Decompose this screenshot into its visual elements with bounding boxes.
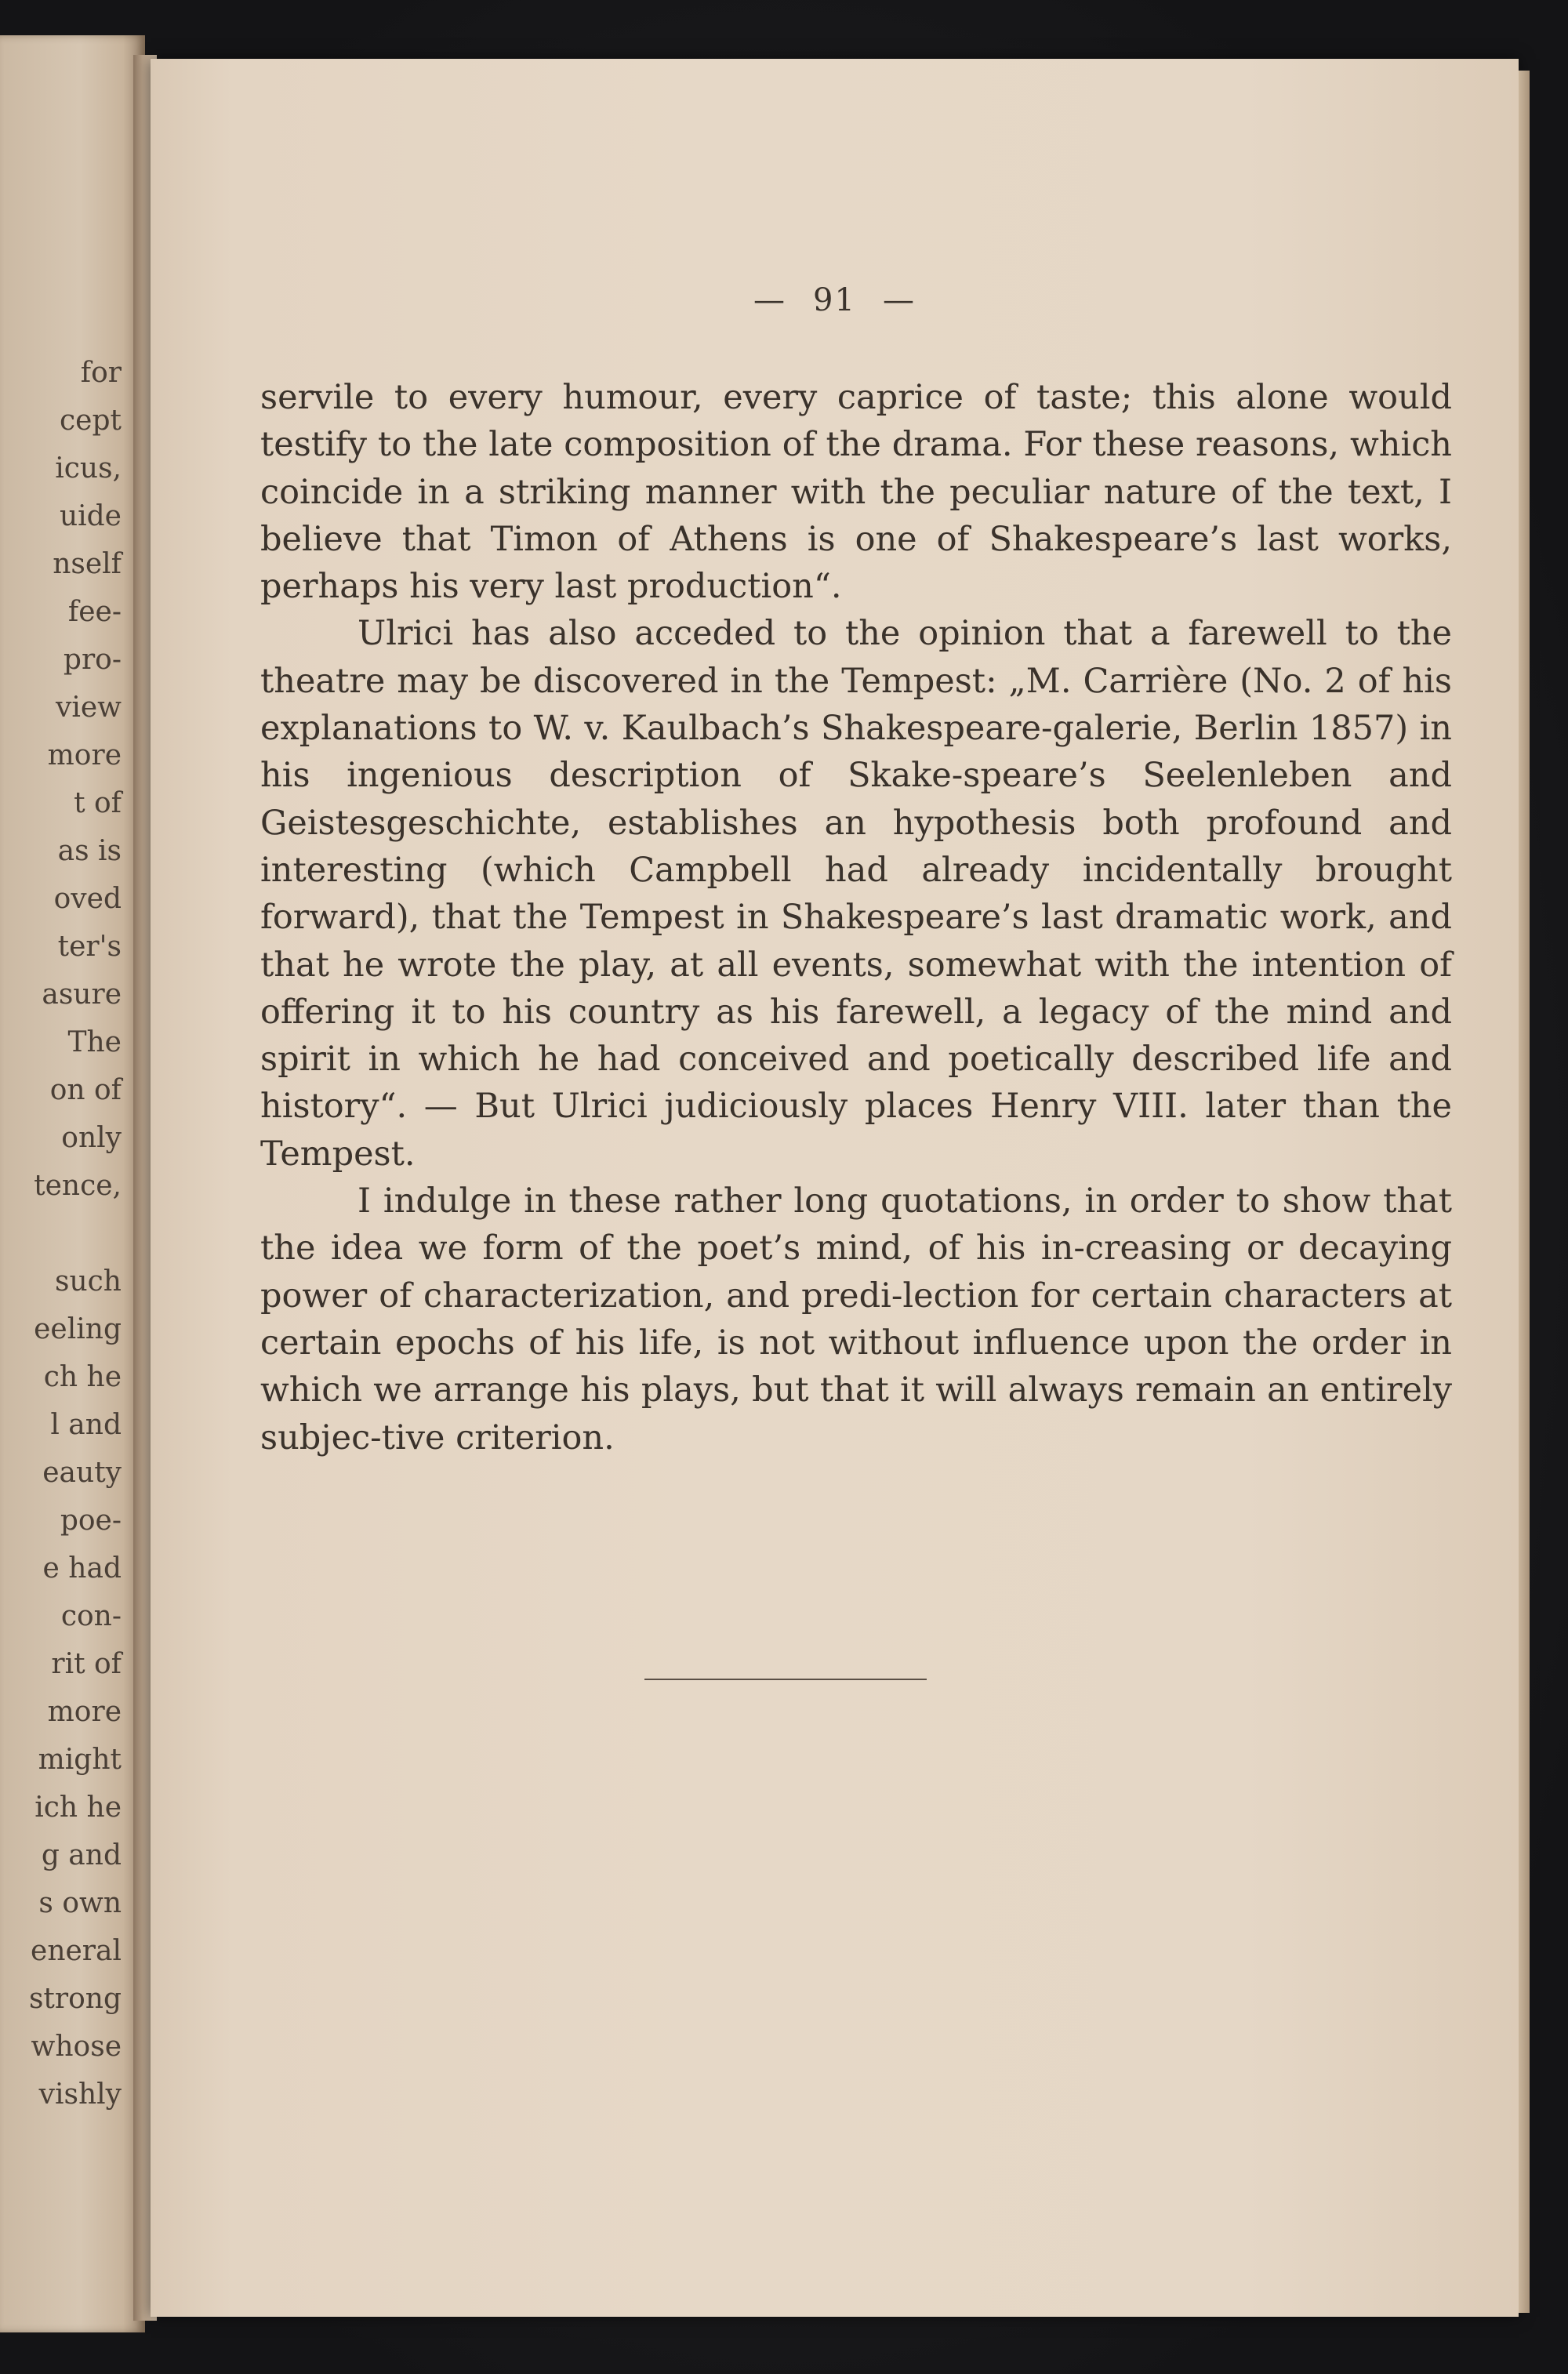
folio-dash-left: — bbox=[753, 282, 787, 318]
fragment-line: ich he bbox=[34, 1791, 122, 1824]
fragment-line: eauty bbox=[42, 1457, 122, 1489]
fragment-line: oved bbox=[53, 883, 122, 915]
fragment-line: The bbox=[67, 1026, 122, 1058]
fragment-line: vishly bbox=[38, 2078, 122, 2111]
fragment-line: only bbox=[61, 1122, 122, 1154]
fragment-line: for bbox=[80, 357, 122, 389]
fragment-line: ch he bbox=[43, 1361, 122, 1393]
fragment-line: s own bbox=[38, 1887, 122, 1919]
paragraph-ulrici: Ulrici has also acceded to the opinion that a farewell to the theatre may be discovered in the Tempest: „M. Carrière (No. 2 of his explanations to W. v. Kaulbach’s Shakespeare-galerie, Berlin 1857) in his ingenious description of Skake-speare’s Seelenleben and Geistesgeschichte, establishes an hypothesis both profound and interesting (which Campbell had already incidentally brought forward), that the Tempest in Shakespeare’s last dramatic work, and that he wrote the play, at all events, somewhat with the intention of offering it to his country as his farewell, a legacy of the mind and spirit in which he had conceived and poetically described life and history“. — But Ulrici judiciously places Henry VIII. later than the Tempest. bbox=[260, 614, 1452, 1174]
fragment-line: asure bbox=[42, 978, 122, 1011]
paragraph-continuation: servile to every humour, every caprice of taste; this alone would testify to the late composition of the drama. For these reasons, which coincide in a striking manner with the peculiar nature of the text, I believe that Timon of Athens is one of Shakespeare’s last works, perhaps his very last production“. bbox=[260, 378, 1452, 607]
fragment-line: g and bbox=[41, 1839, 122, 1871]
fragment-line: icus, bbox=[55, 452, 122, 485]
fragment-line: eeling bbox=[34, 1313, 122, 1345]
fragment-line: con- bbox=[60, 1600, 122, 1632]
current-page bbox=[151, 59, 1519, 2317]
fragment-line: strong bbox=[28, 1983, 122, 2015]
body-text bbox=[260, 374, 1452, 1461]
fragment-line: l and bbox=[50, 1409, 122, 1441]
fragment-line: fee- bbox=[67, 596, 122, 628]
paragraph-quotations: I indulge in these rather long quotations, in order to show that the idea we form of the poet’s mind, of his in-creasing or decaying power of characterization, and predi-lection for certain characters at certain epochs of his life, is not without influence upon the order in which we arrange his plays, but that it will always remain an entirely subjec-tive criterion. bbox=[260, 1182, 1452, 1457]
fragment-line: might bbox=[38, 1744, 122, 1776]
page-header bbox=[151, 282, 1519, 318]
fragment-line: nself bbox=[53, 548, 122, 580]
fragment-line: ter's bbox=[57, 931, 122, 963]
fragment-line: pro- bbox=[63, 644, 122, 676]
fragment-line: tence, bbox=[34, 1170, 122, 1202]
fragment-line: eneral bbox=[31, 1935, 122, 1967]
fragment-line: such bbox=[54, 1265, 122, 1298]
fragment-line: as is bbox=[57, 835, 122, 867]
fragment-line: on of bbox=[49, 1074, 122, 1106]
page-number: 91 bbox=[813, 282, 856, 318]
fragment-line: whose bbox=[31, 2031, 122, 2063]
fragment-line bbox=[29, 1210, 122, 1258]
fragment-line: view bbox=[56, 692, 122, 724]
previous-page bbox=[0, 35, 145, 2332]
fragment-line: t of bbox=[74, 787, 122, 819]
fragment-line: cept bbox=[60, 405, 122, 437]
fragment-line: e had bbox=[42, 1552, 122, 1584]
section-end-rule bbox=[644, 1679, 927, 1680]
fragment-line: uide bbox=[59, 500, 122, 532]
folio-dash-right: — bbox=[882, 282, 916, 318]
page-edge bbox=[1519, 71, 1530, 2313]
fragment-line: more bbox=[47, 739, 122, 771]
fragment-line: poe- bbox=[60, 1505, 122, 1537]
previous-page-text-fragments bbox=[29, 349, 122, 2118]
fragment-line: more bbox=[47, 1696, 122, 1728]
fragment-line: rit of bbox=[51, 1648, 122, 1680]
